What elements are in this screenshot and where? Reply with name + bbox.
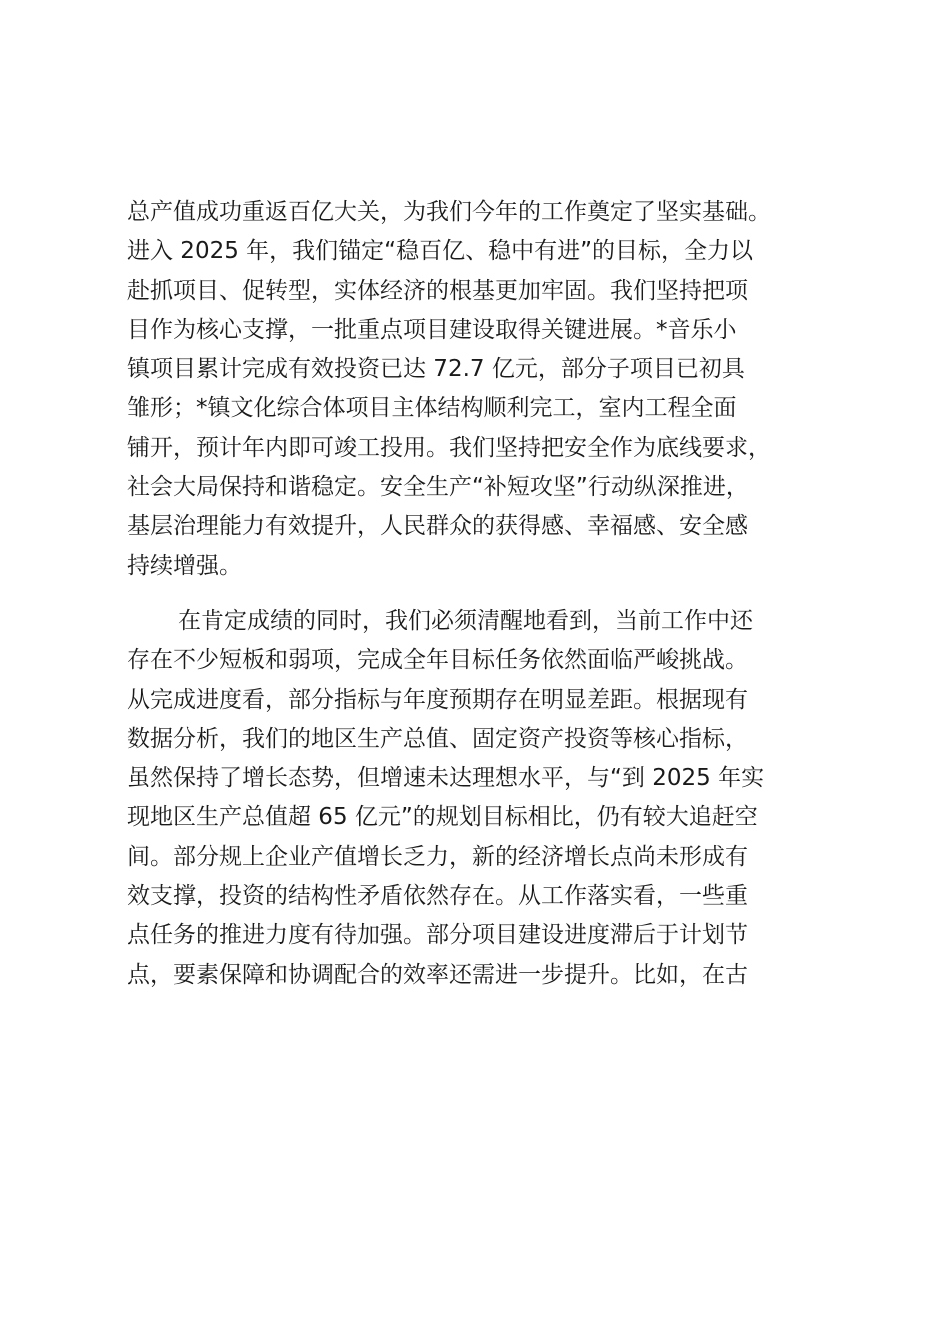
text-line: 在肯定成绩的同时，我们必须清醒地看到，当前工作中还 <box>178 607 753 634</box>
paragraph-spacer <box>127 586 827 602</box>
text-line: 进入 2025 年，我们锚定“稳百亿、稳中有进”的目标，全力以 <box>127 238 753 265</box>
text-line: 数据分析，我们的地区生产总值、固定资产投资等核心指标， <box>127 725 748 752</box>
text-line: 现地区生产总值超 65 亿元”的规划目标相比，仍有较大追赶空 <box>127 804 758 831</box>
text-line: 持续增强。 <box>127 552 242 579</box>
text-line: 铺开，预计年内即可竣工投用。我们坚持把安全作为底线要求， <box>127 434 771 461</box>
text-line: 基层治理能力有效提升，人民群众的获得感、幸福感、安全感 <box>127 513 748 540</box>
text-line: 赴抓项目、促转型，实体经济的根基更加牢固。我们坚持把项 <box>127 277 748 304</box>
text-line: 社会大局保持和谐稳定。安全生产“补短攻坚”行动纵深推进， <box>127 474 749 501</box>
text-line: 虽然保持了增长态势，但增速未达理想水平，与“到 2025 年实 <box>127 765 765 792</box>
text-line: 镇项目累计完成有效投资已达 72.7 亿元，部分子项目已初具 <box>127 356 745 383</box>
paragraph-2 <box>127 602 827 995</box>
text-line: 点，要素保障和协调配合的效率还需进一步提升。比如，在古 <box>127 961 748 988</box>
text-line: 效支撑，投资的结构性矛盾依然存在。从工作落实看，一些重 <box>127 883 748 910</box>
paragraph-1 <box>127 193 827 586</box>
text-line: 间。部分规上企业产值增长乏力，新的经济增长点尚未形成有 <box>127 843 748 870</box>
document-body <box>127 193 827 995</box>
text-line: 总产值成功重返百亿大关，为我们今年的工作奠定了坚实基础。 <box>127 199 771 225</box>
text-line: 雏形；*镇文化综合体项目主体结构顺利完工，室内工程全面 <box>127 395 737 422</box>
text-line: 从完成进度看，部分指标与年度预期存在明显差距。根据现有 <box>127 686 748 713</box>
text-line: 点任务的推进力度有待加强。部分项目建设进度滞后于计划节 <box>127 922 748 949</box>
text-line: 存在不少短板和弱项，完成全年目标任务依然面临严峻挑战。 <box>127 647 748 674</box>
text-line: 目作为核心支撑，一批重点项目建设取得关键进展。*音乐小 <box>127 316 737 343</box>
